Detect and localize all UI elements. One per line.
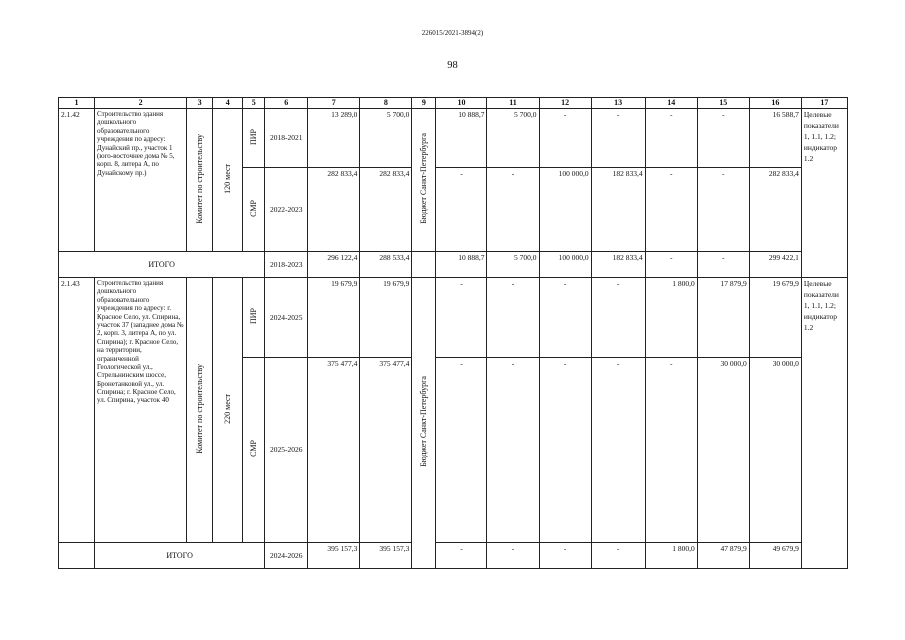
value-cell: -	[487, 278, 539, 358]
customer-cell	[187, 109, 213, 252]
value-cell: 282 833,4	[308, 168, 360, 252]
value-cell: 13 289,0	[308, 109, 360, 168]
funding-cell	[412, 109, 436, 252]
value-cell: -	[645, 358, 697, 543]
period-cell: 2022-2023	[265, 168, 308, 252]
empty-cell	[412, 252, 436, 278]
value-cell: 49 679,9	[749, 543, 801, 569]
stage-label: СМР	[248, 440, 258, 458]
stage-label: СМР	[248, 199, 258, 217]
col-number: 16	[749, 98, 801, 109]
value-cell: 19 679,9	[749, 278, 801, 358]
table-row	[59, 278, 848, 358]
total-row	[59, 543, 848, 569]
value-cell: -	[697, 109, 749, 168]
value-cell: -	[591, 278, 645, 358]
total-row	[59, 252, 848, 278]
customer-label: Комитет по строительству	[194, 364, 204, 454]
period-cell: 2018-2023	[265, 252, 308, 278]
value-cell: -	[645, 109, 697, 168]
value-cell: 288 533,4	[360, 252, 412, 278]
target-indicators: Целевые показатели 1, 1.1, 1.2; индикатор 1.2	[801, 109, 847, 278]
empty-cell	[59, 543, 95, 569]
value-cell: 10 888,7	[436, 109, 487, 168]
value-cell: -	[645, 252, 697, 278]
total-label: ИТОГО	[59, 252, 265, 278]
value-cell: -	[591, 358, 645, 543]
stage-label: ПИР	[248, 128, 258, 145]
col-number: 1	[59, 98, 95, 109]
value-cell: -	[591, 109, 645, 168]
value-cell: 299 422,1	[749, 252, 801, 278]
value-cell: 182 833,4	[591, 168, 645, 252]
value-cell: 30 000,0	[749, 358, 801, 543]
value-cell: 282 833,4	[360, 168, 412, 252]
value-cell: -	[539, 358, 591, 543]
funding-label: Бюджет Санкт-Петербурга	[418, 376, 428, 468]
value-cell: 47 879,9	[697, 543, 749, 569]
table-row	[59, 109, 848, 168]
object-number: 2.1.43	[59, 278, 95, 543]
period-cell: 2024-2026	[265, 543, 308, 569]
object-number: 2.1.42	[59, 109, 95, 252]
value-cell: 5 700,0	[487, 109, 539, 168]
column-number-row	[59, 98, 848, 109]
value-cell: 395 157,3	[360, 543, 412, 569]
col-number: 14	[645, 98, 697, 109]
total-label: ИТОГО	[95, 543, 265, 569]
col-number: 5	[243, 98, 265, 109]
value-cell: 1 800,0	[645, 278, 697, 358]
value-cell: -	[487, 358, 539, 543]
value-cell: -	[436, 543, 487, 569]
value-cell: -	[591, 543, 645, 569]
value-cell: 100 000,0	[539, 168, 591, 252]
value-cell: -	[436, 168, 487, 252]
page-number: 98	[447, 60, 458, 71]
object-description: Строительство здания дошкольного образовательного учреждения по адресу: г. Красное Село, ул. Спирина, участок 37 (западнее дома № 2, корп. 3, литера А, по ул. Спирина); г. Красное Село, на территории, ограниченной Геологической ул., Стрельнинским шоссе, Бронетанковой ул., ул. Спирина; г. Красное Село, ул. Спирина, участок 40	[95, 278, 187, 543]
value-cell: 100 000,0	[539, 252, 591, 278]
col-number: 12	[539, 98, 591, 109]
col-number: 17	[801, 98, 847, 109]
col-number: 3	[187, 98, 213, 109]
period-cell: 2025-2026	[265, 358, 308, 543]
value-cell: -	[487, 168, 539, 252]
value-cell: -	[436, 358, 487, 543]
value-cell: 375 477,4	[308, 358, 360, 543]
value-cell: -	[697, 168, 749, 252]
col-number: 9	[412, 98, 436, 109]
value-cell: 395 157,3	[308, 543, 360, 569]
value-cell: -	[487, 543, 539, 569]
value-cell: 16 588,7	[749, 109, 801, 168]
funding-cell	[412, 278, 436, 569]
value-cell: 10 888,7	[436, 252, 487, 278]
value-cell: -	[539, 278, 591, 358]
value-cell: 182 833,4	[591, 252, 645, 278]
col-number: 10	[436, 98, 487, 109]
value-cell: -	[539, 543, 591, 569]
value-cell: 5 700,0	[360, 109, 412, 168]
value-cell: 1 800,0	[645, 543, 697, 569]
value-cell: -	[697, 252, 749, 278]
capacity-cell	[213, 109, 243, 252]
customer-cell	[187, 278, 213, 543]
value-cell: 30 000,0	[697, 358, 749, 543]
stage-cell	[243, 109, 265, 168]
value-cell: -	[436, 278, 487, 358]
col-number: 11	[487, 98, 539, 109]
value-cell: 5 700,0	[487, 252, 539, 278]
object-description: Строительство здания дошкольного образовательного учреждения по адресу: Дунайский пр., участок 1 (юго-восточнее дома № 5, корп. 8, литера А, по Дунайскому пр.)	[95, 109, 187, 252]
col-number: 13	[591, 98, 645, 109]
col-number: 6	[265, 98, 308, 109]
stage-cell	[243, 358, 265, 543]
capacity-cell	[213, 278, 243, 543]
funding-label: Бюджет Санкт-Петербурга	[418, 133, 428, 225]
stage-cell	[243, 168, 265, 252]
value-cell: 282 833,4	[749, 168, 801, 252]
value-cell: 17 879,9	[697, 278, 749, 358]
col-number: 15	[697, 98, 749, 109]
value-cell: -	[539, 109, 591, 168]
document-number: 226015/2021-3894(2)	[421, 29, 484, 37]
period-cell: 2018-2021	[265, 109, 308, 168]
capacity-label: 220 мест	[222, 393, 232, 424]
col-number: 2	[95, 98, 187, 109]
value-cell: 19 679,9	[360, 278, 412, 358]
customer-label: Комитет по строительству	[194, 134, 204, 224]
value-cell: 375 477,4	[360, 358, 412, 543]
col-number: 8	[360, 98, 412, 109]
col-number: 4	[213, 98, 243, 109]
value-cell: -	[645, 168, 697, 252]
stage-label: ПИР	[248, 308, 258, 325]
capacity-label: 120 мест	[222, 163, 232, 194]
target-indicators: Целевые показатели 1, 1.1, 1.2; индикатор 1.2	[801, 278, 847, 569]
period-cell: 2024-2025	[265, 278, 308, 358]
col-number: 7	[308, 98, 360, 109]
stage-cell	[243, 278, 265, 358]
value-cell: 296 122,4	[308, 252, 360, 278]
funding-table	[58, 97, 848, 569]
value-cell: 19 679,9	[308, 278, 360, 358]
